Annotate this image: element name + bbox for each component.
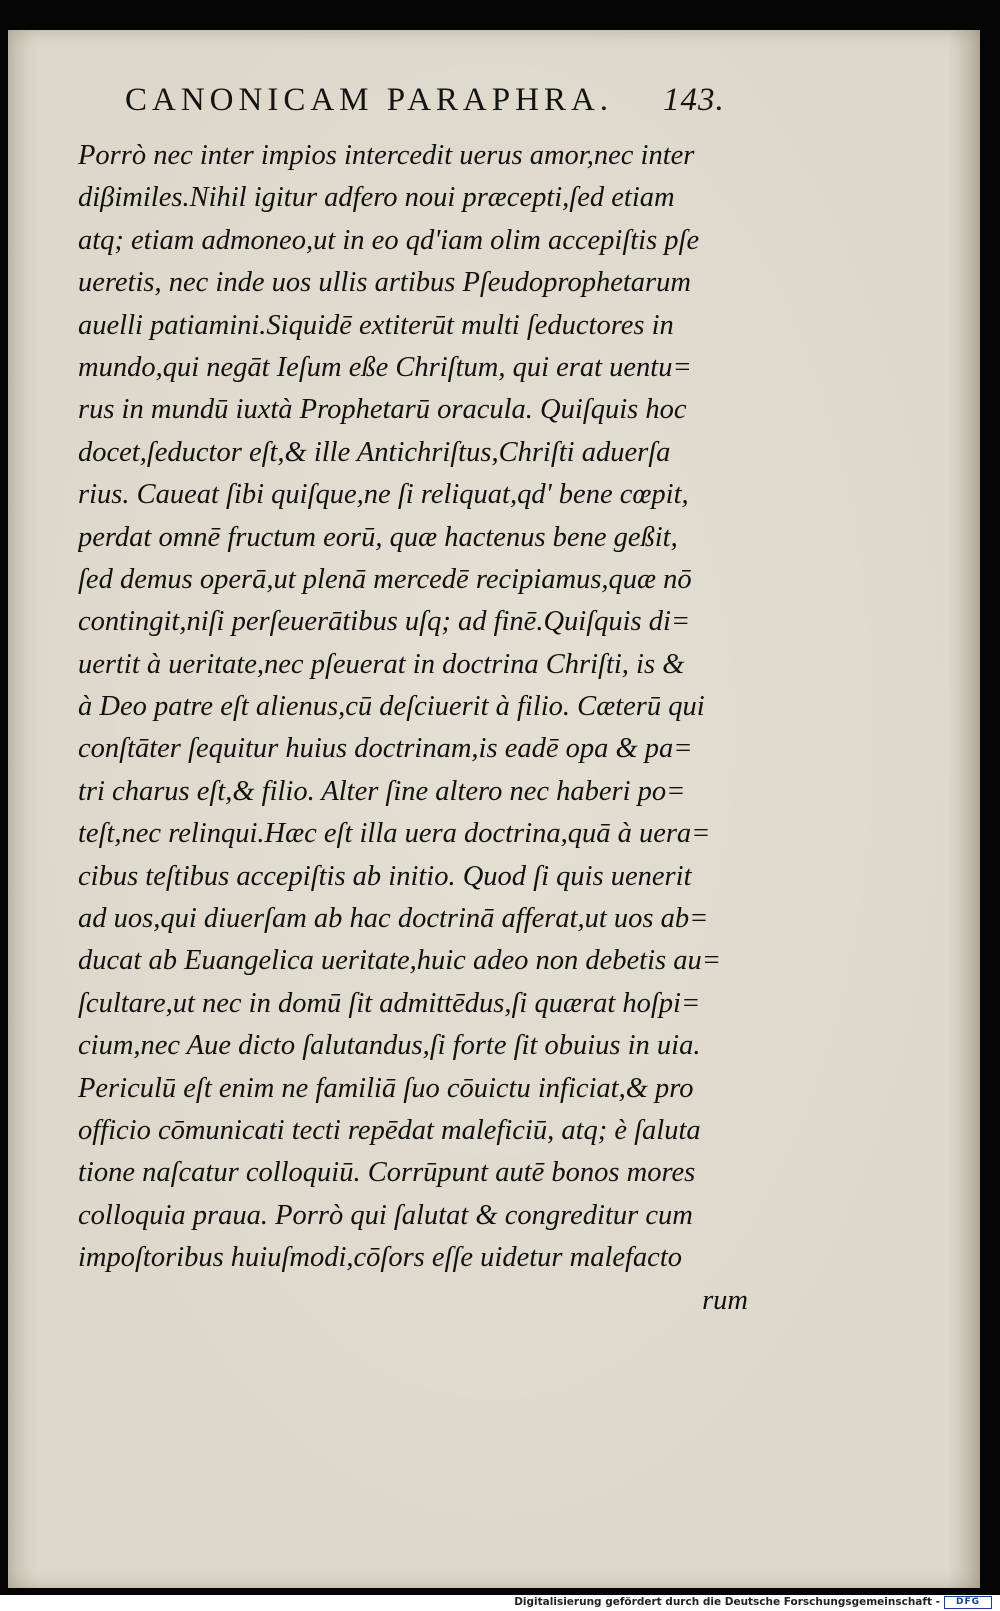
text-line: à Deo patre eſt alienus,cū deſciuerit à filio. Cæterū qui <box>78 691 705 723</box>
digitization-footer <box>0 1595 1000 1611</box>
text-line: uertit à ueritate,nec pſeuerat in doctrina Chriſti, is & <box>78 648 685 680</box>
text-line: Porrò nec inter impios intercedit uerus amor,nec inter <box>78 140 695 171</box>
text-line: officio cōmunicati tecti repēdat maleficiū, atq; è ſaluta <box>78 1114 701 1146</box>
text-line: auelli patiamini.Siquidē extiterūt multi ſeductores in <box>78 309 674 341</box>
text-line: conſtāter ſequitur huius doctrinam,is eadē opa & pa= <box>78 733 693 765</box>
text-line: perdat omnē fructum eorū, quæ hactenus bene geßit, <box>78 521 678 553</box>
text-line: atq; etiam admoneo,ut in eo qd'iam olim accepiſtis pſe <box>78 224 700 256</box>
text-line: docet,ſeductor eſt,& ille Antichriſtus,Chriſti aduerſa <box>78 436 671 468</box>
running-head <box>115 82 755 128</box>
text-line: ducat ab Euangelica ueritate,huic adeo non debetis au= <box>78 945 721 977</box>
footer-credit: Digitalisierung gefördert durch die Deutsche Forschungsgemeinschaft - <box>514 1596 940 1608</box>
catchword: rum <box>702 1284 748 1316</box>
body-text <box>78 135 778 1322</box>
text-line: impoſtoribus huiuſmodi,cōſors eſſe uidetur malefacto <box>78 1242 682 1274</box>
text-line: ueretis, nec inde uos ullis artibus Pſeudoprophetarum <box>78 267 691 299</box>
text-line: diβimiles.Nihil igitur adfero noui præcepti,ſed etiam <box>78 182 675 214</box>
text-line: ſcultare,ut nec in domū ſit admittēdus,ſi quærat hoſpi= <box>78 987 701 1019</box>
text-line: mundo,qui negāt Ieſum eßе Chriſtum, qui erat uentu= <box>78 351 692 383</box>
text-line: Periculū eſt enim ne familiā ſuo cōuictu inficiat,& pro <box>78 1072 694 1104</box>
text-line: cibus teſtibus accepiſtis ab initio. Quod ſi quis uenerit <box>78 860 692 892</box>
page-number: 143. <box>663 82 725 118</box>
dfg-logo-icon: DFG <box>944 1596 992 1609</box>
text-line: rius. Caueat ſibi quiſque,ne ſi reliquat,qd' bene cœpit, <box>78 479 689 511</box>
text-line: ſed demus operā,ut plenā mercedē recipiamus,quæ nō <box>78 563 692 595</box>
text-line: ad uos,qui diuerſam ab hac doctrinā afferat,ut uos ab= <box>78 903 709 935</box>
text-line: cium,nec Aue dicto ſalutandus,ſi forte ſit obuius in uia. <box>78 1030 701 1062</box>
text-line: tri charus eſt,& filio. Alter ſine altero nec haberi po= <box>78 775 686 807</box>
running-head-title: CANONICAM PARAPHRA. <box>125 82 614 118</box>
text-line: colloquia praua. Porrò qui ſalutat & congreditur cum <box>78 1199 693 1231</box>
text-line: tione naſcatur colloquiū. Corrūpunt autē bonos mores <box>78 1157 696 1189</box>
text-line: teſt,nec relinqui.Hæc eſt illa uera doctrina,quā à uera= <box>78 818 711 850</box>
text-line: rus in mundū iuxtà Prophetarū oracula. Quiſquis hoc <box>78 394 687 426</box>
text-line: contingit,niſi perſeuerātibus uſq; ad finē.Quiſquis di= <box>78 606 691 638</box>
